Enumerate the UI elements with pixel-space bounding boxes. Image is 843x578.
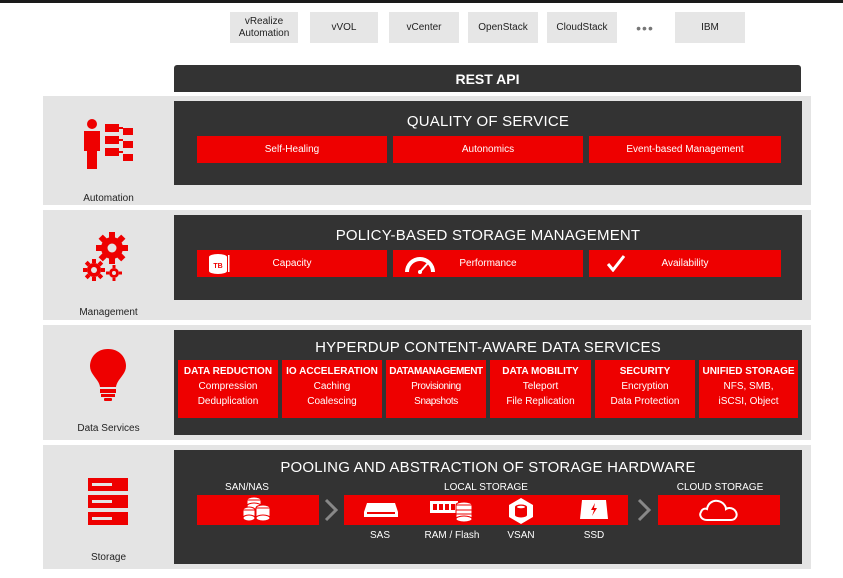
row-label-management: Management — [79, 307, 138, 318]
event-management-label: Event-based Management — [626, 144, 744, 155]
integration-ibm[interactable] — [675, 12, 745, 43]
service-line: Snapshots — [414, 396, 458, 407]
ram-flash-icon — [430, 499, 474, 523]
database-cluster-icon — [243, 496, 273, 524]
san-nas-label: SAN/NAS — [225, 482, 269, 493]
service-line: Data Protection — [610, 396, 680, 407]
vsan-hexagon-icon — [507, 497, 535, 525]
service-line: NFS, SMB, — [723, 381, 774, 392]
service-heading: DATAMANAGEMENT — [389, 366, 483, 377]
pooling-title: POOLING AND ABSTRACTION OF STORAGE HARDWARE — [280, 459, 696, 476]
service-line: Provisioning — [411, 381, 461, 392]
service-data-management — [386, 360, 486, 418]
self-healing-label: Self-Healing — [264, 144, 320, 155]
sas-label: SAS — [369, 530, 390, 541]
local-storage-label: LOCAL STORAGE — [444, 482, 528, 493]
row-automation — [43, 96, 811, 205]
tb-database-icon — [207, 253, 231, 274]
event-management-box — [589, 136, 781, 163]
san-nas-box — [197, 495, 319, 525]
integration-openstack[interactable] — [468, 12, 538, 43]
row-management — [43, 210, 811, 320]
more-dots: ••• — [636, 19, 654, 36]
service-line: Compression — [198, 381, 258, 392]
row-label-automation: Automation — [83, 193, 134, 204]
service-heading: DATA MOBILITY — [502, 366, 579, 377]
rest-api-bar: REST API — [174, 65, 801, 92]
cloud-icon — [697, 497, 741, 523]
self-healing-box — [197, 136, 387, 163]
row-storage — [43, 445, 811, 569]
hyperdup-panel — [174, 330, 802, 435]
service-data-reduction — [178, 360, 278, 418]
performance-label: Performance — [459, 258, 517, 269]
availability-label: Availability — [661, 258, 709, 269]
service-heading: SECURITY — [619, 366, 671, 377]
row-data-services — [43, 325, 811, 440]
autonomics-box — [393, 136, 583, 163]
integration-label: IBM — [701, 21, 719, 33]
cloud-storage-label: CLOUD STORAGE — [676, 482, 764, 493]
policy-title: POLICY-BASED STORAGE MANAGEMENT — [335, 227, 641, 244]
performance-box — [393, 250, 583, 277]
speedometer-icon — [403, 253, 437, 274]
integration-label: OpenStack — [478, 21, 528, 33]
qos-title: QUALITY OF SERVICE — [406, 113, 570, 130]
svg-text:TB: TB — [213, 263, 223, 270]
integration-vvol[interactable] — [310, 12, 378, 43]
service-heading: DATA REDUCTION — [183, 366, 273, 377]
integration-label: vCenter — [406, 21, 442, 33]
ssd-icon — [579, 499, 609, 521]
service-line: iSCSI, Object — [718, 396, 779, 407]
cloud-storage-box — [658, 495, 780, 525]
hyperdup-title: HYPERDUP CONTENT-AWARE DATA SERVICES — [315, 339, 661, 356]
qos-panel — [174, 101, 802, 185]
server-stack-icon — [78, 473, 138, 533]
integration-label: CloudStack — [556, 21, 608, 33]
capacity-label: Capacity — [272, 258, 312, 269]
service-data-mobility — [490, 360, 591, 418]
integration-cloudstack[interactable] — [547, 12, 617, 43]
vsan-label: VSAN — [507, 530, 535, 541]
checkmark-icon — [607, 255, 625, 272]
row-label-storage: Storage — [90, 552, 127, 563]
service-security — [595, 360, 695, 418]
integration-vrealize[interactable] — [230, 12, 298, 43]
autonomics-label: Autonomics — [461, 144, 515, 155]
service-line: Coalescing — [307, 396, 357, 407]
chevron-right-icon — [324, 498, 338, 522]
gears-icon — [78, 226, 138, 286]
disk-drive-icon — [363, 501, 399, 519]
service-line: Caching — [313, 381, 351, 392]
org-chart-person-icon — [78, 114, 138, 174]
availability-box — [589, 250, 781, 277]
service-unified-storage — [699, 360, 798, 418]
integration-label: vVOL — [331, 21, 357, 33]
service-line: File Replication — [506, 396, 575, 407]
row-label-data-services: Data Services — [77, 423, 140, 434]
service-heading: UNIFIED STORAGE — [702, 366, 795, 377]
ssd-label: SSD — [583, 530, 605, 541]
integration-label-2: Automation — [238, 27, 290, 39]
service-line: Encryption — [621, 381, 669, 392]
service-line: Deduplication — [197, 396, 259, 407]
top-border — [0, 0, 843, 3]
service-io-acceleration — [282, 360, 382, 418]
capacity-box — [197, 250, 387, 277]
pooling-panel — [174, 450, 802, 564]
service-heading: IO ACCELERATION — [286, 366, 378, 377]
integration-vcenter[interactable] — [389, 12, 459, 43]
ram-flash-label: RAM / Flash — [424, 530, 480, 541]
integration-label: vRealize — [244, 15, 284, 27]
chevron-right-icon — [637, 498, 651, 522]
service-line: Teleport — [522, 381, 559, 392]
lightbulb-icon — [78, 345, 138, 405]
policy-panel — [174, 215, 802, 300]
